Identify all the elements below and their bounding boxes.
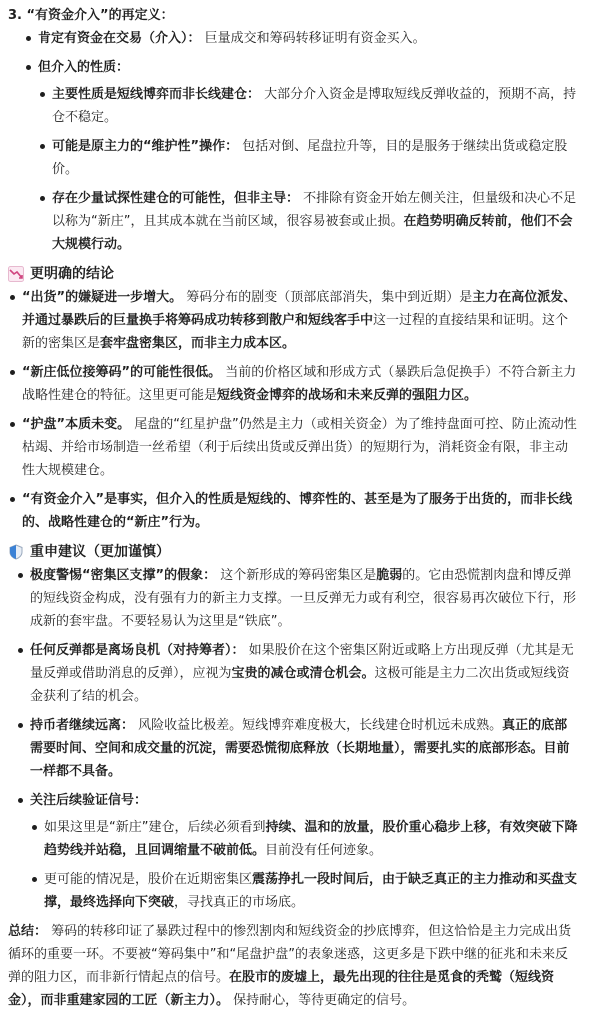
section-title-text: 更明确的结论: [30, 266, 114, 282]
text: 这一过程的直接结果和证明。这个新的密集区是: [22, 313, 569, 351]
text: 如果这里是“新庄”建仓，后续必须看到: [44, 820, 266, 835]
summary-paragraph: [8, 920, 580, 1012]
text: 筹码分布的剧变（顶部底部消失，集中到近期）是: [182, 290, 473, 305]
conclusion-title: [8, 262, 580, 286]
bold-text: 主力在高位派发、并通过暴跌后的巨量换手将筹码成功转移到散户和短线客手中: [22, 290, 577, 328]
conclusion-list: [8, 286, 580, 534]
item-bold: 主要性质是短线博弈而非长线建仓：: [52, 87, 261, 102]
text: 筹码的转移印证了暴跌过程中的惨烈割肉和短线资金的抄底博弈，但这恰恰是主力完成出货循环的重要一环。不要被“筹码集中”和“尾盘护盘”的表象迷惑，这更多是下跌中继的征兆和未来反弹的阻力区，而非新行情起点的信号。: [8, 924, 572, 985]
conclusion-section: [8, 262, 580, 534]
list-item: [24, 56, 580, 256]
list-item: [16, 564, 580, 633]
bold-text: 在股市的废墟上，最先出现的往往是觅食的秃鹫（短线资金），而非重建家园的工匠（新主力）。: [8, 970, 555, 1008]
bold-text: “有资金介入”是事实，但介入的性质是短线的、博弈性的、甚至是为了服务于出货的，而非长线的、战略性建仓的“新庄”行为。: [22, 492, 573, 530]
sub-list-item: [30, 868, 580, 914]
sub-list: [38, 83, 580, 256]
chart-down-icon: [8, 266, 24, 282]
item-bold: 肯定有资金在交易（介入）：: [38, 31, 201, 46]
text: 风险收益比极差。短线博弈难度极大，长线建仓时机远未成熟。: [134, 718, 503, 733]
section-3-list: [8, 27, 580, 256]
bold-text: 短线资金博弈的战场和未来反弹的强阻力区。: [217, 388, 478, 403]
text: 尾盘的“红星护盘”仍然是主力（或相关资金）为了维持盘面可控、防止流动性枯竭、并给市场制造一丝希望（利于后续出货或反弹出货）的短期行为，消耗资金有限，非主动性大规模建仓。: [22, 417, 577, 478]
bold-text: 关注后续验证信号：: [30, 793, 148, 808]
text: ，寻找真正的市场底。: [174, 895, 305, 910]
section-3: [8, 4, 580, 256]
list-item: [16, 639, 580, 708]
item-bold-tail: 在趋势明确反转前，他们不会大规模行动。: [52, 214, 573, 252]
item-text: 包括对倒、尾盘拉升等，目的是服务于继续出货或稳定股价。: [52, 139, 568, 177]
sub-list-item: [38, 135, 580, 181]
list-item: [24, 27, 580, 50]
bold-text: 持续、温和的放量，股价重心稳步上移，有效突破下降趋势线并站稳，且回调缩量不破前低。: [44, 820, 578, 858]
list-item: [16, 789, 580, 914]
text: 如果股价在这个密集区附近或略上方出现反弹（尤其是无量反弹或借助消息的反弹），应视为: [30, 643, 574, 681]
advice-list: [8, 564, 580, 914]
text: 保持耐心，等待更确定的信号。: [229, 993, 416, 1008]
sub-list: [30, 816, 580, 914]
bold-text: 总结：: [8, 924, 48, 939]
sub-list-item: [38, 83, 580, 129]
list-item: [8, 413, 580, 482]
list-item: [16, 714, 580, 783]
sub-list-item: [30, 816, 580, 862]
bold-text: 套牢盘密集区，而非主力成本区。: [100, 336, 296, 351]
bold-text: “出货”的嫌疑进一步增大。: [22, 290, 183, 305]
bold-text: “护盘”本质未变。: [22, 417, 131, 432]
text: 的。它由恐慌割肉盘和博反弹的短线资金构成，没有强有力的新主力支撑。一旦反弹无力或有利空，很容易再次破位下行，形成新的套牢盘。不要轻易认为这里是“铁底”。: [30, 568, 577, 629]
text: 这极可能是主力二次出货或短线资金获利了结的机会。: [30, 666, 570, 704]
item-text: 巨量成交和筹码转移证明有资金买入。: [200, 31, 426, 46]
bold-text: 宝贵的减仓或清仓机会。: [231, 666, 375, 681]
advice-title: [8, 540, 580, 564]
text: 更可能的情况是，股价在近期密集区: [44, 872, 253, 887]
shield-icon: [8, 544, 24, 560]
section-title-text: 重申建议（更加谨慎）: [30, 544, 170, 560]
text: 这个新形成的筹码密集区是: [216, 568, 377, 583]
bold-text: 极度警惕“密集区支撑”的假象：: [30, 568, 217, 583]
bold-text: 脆弱: [376, 568, 403, 583]
text: 目前没有任何迹象。: [265, 843, 383, 858]
item-bold: 存在少量试探性建仓的可能性，但非主导：: [52, 191, 300, 206]
bold-text: “新庄低位接筹码”的可能性很低。: [22, 365, 222, 380]
list-item: [8, 488, 580, 534]
item-text: 大部分介入资金是博取短线反弹收益的，预期不高，持仓不稳定。: [52, 87, 577, 125]
bold-text: 持币者继续远离：: [30, 718, 135, 733]
bold-text: 真正的底部需要时间、空间和成交量的沉淀，需要恐慌彻底释放（长期地量），需要扎实的底部形态。目前一样都不具备。: [30, 718, 570, 779]
section-3-heading: 3. “有资金介入”的再定义：: [8, 8, 174, 23]
text: 当前的价格区域和形成方式（暴跌后急促换手）不符合新主力战略性建仓的特征。这里更可能是: [22, 365, 577, 403]
item-bold: 但介入的性质：: [38, 60, 130, 75]
advice-section: [8, 540, 580, 914]
bold-text: 震荡挣扎一段时间后，由于缺乏真正的主力推动和买盘支撑，最终选择向下突破: [44, 872, 578, 910]
bold-text: 任何反弹都是离场良机（对持筹者）：: [30, 643, 245, 658]
list-item: [8, 361, 580, 407]
list-item: [8, 286, 580, 355]
item-bold: 可能是原主力的“维护性”操作：: [52, 139, 239, 154]
item-text: 不排除有资金开始左侧关注，但量级和决心不足以称为“新庄”，且其成本就在当前区域，很容易被套或止损。: [52, 191, 577, 229]
sub-list-item: [38, 187, 580, 256]
